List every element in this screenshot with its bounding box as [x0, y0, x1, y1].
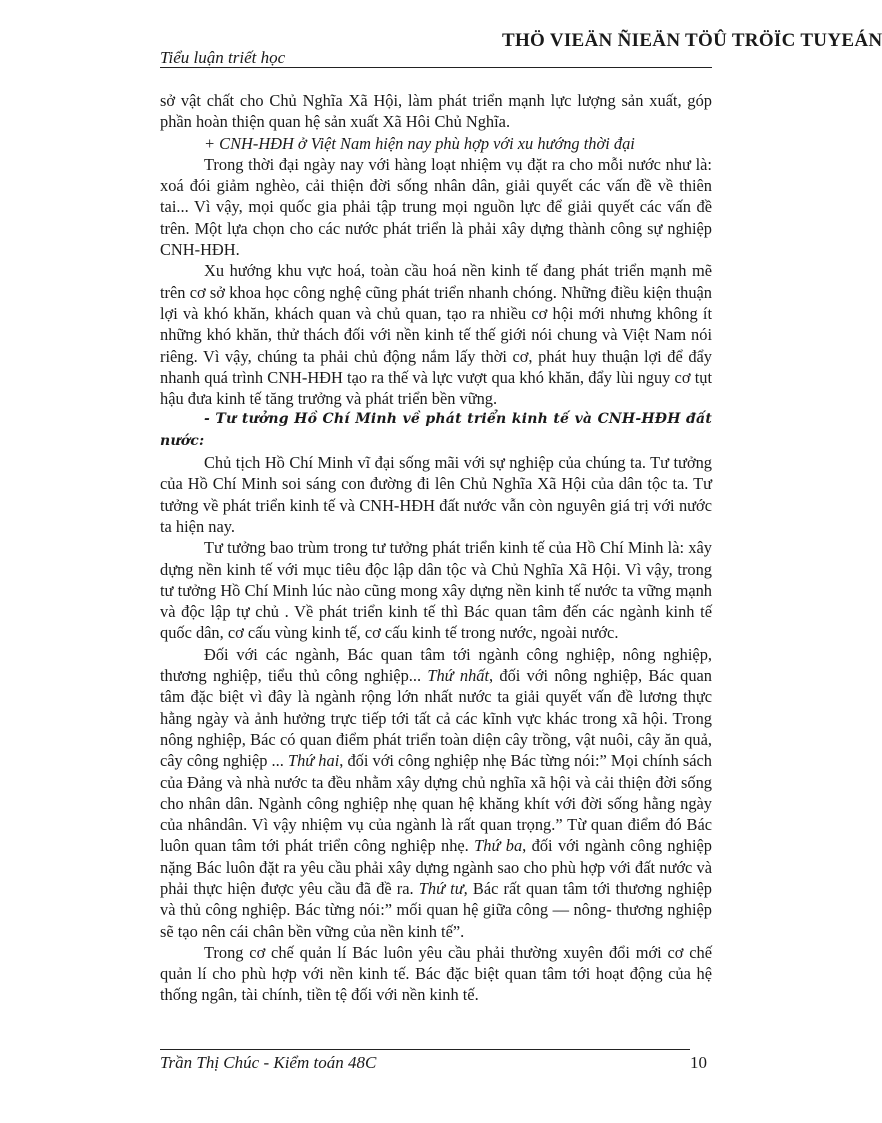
body-text — [160, 90, 712, 1006]
paragraph-3: Trong thời đại ngày nay với hàng loạt nhiệm vụ đặt ra cho mỗi nước như là: xoá đói giảm nghèo, cải thiện đời sống nhân dân, giải quyết các vấn đề về thiên tai... Vì vậy, mọi quốc gia phải tập trung mọi nguồn lực để giải quyết các vấn đề trên. Một lựa chọn cho các nước phát triển là phải xây dựng thành công sự nghiệp CNH-HĐH. — [160, 154, 712, 260]
emphasis-thu-nhat: Thứ nhất — [427, 666, 490, 686]
section-subheading: + CNH-HĐH ở Việt Nam hiện nay phù hợp với xu hướng thời đại — [204, 133, 635, 153]
paragraph-7: Tư tưởng bao trùm trong tư tưởng phát triển kinh tế của Hồ Chí Minh là: xây dựng nền kinh tế với mục tiêu độc lập dân tộc và Chủ Nghĩa Xã Hội. Vì vậy, trong tư tưởng Hồ Chí Minh lúc nào cũng mong xây dựng nền kinh tế nước ta vững mạnh và độc lập tự chủ . Về phát triển kinh tế thì Bác quan tâm đến các ngành kinh tế quốc dân, cơ cấu vùng kinh tế, cơ cấu kinh tế trong nước, ngoài nước. — [160, 538, 712, 643]
paragraph-8-text: Bác rất quan tâm tới thương nghiệp và thủ công nghiệp. Bác từng nói:” mối quan hệ giữa công — nông- thương nghiệp sẽ tạo nên cái chân bền vững của nền kinh tế”. — [160, 878, 712, 941]
emphasis-thu-ba: Thứ ba — [474, 836, 523, 856]
paragraph-8-text: , đối với nông nghiệp, Bác quan tâm đặc biệt vì đây là ngành rộng lớn nhất nước ta giải quyết vấn đề lương thực hằng ngày và ảnh hưởng trực tiếp tới tất cả các kĩnh vực khác trong xã hội. Trong nông nghiệp, Bác có quan điểm phát triển toàn diện cây trồng, vật nuôi, cây ăn quả, cây công nghiệp ... — [160, 666, 712, 771]
paragraph-4: Xu hướng khu vực hoá, toàn cầu hoá nền kinh tế đang phát triển mạnh mẽ trên cơ sở khoa học công nghệ cũng phát triển nhanh chóng. Những điều kiện thuận lợi và khó khăn, khách quan và chủ quan, tạo ra nhiều cơ hội mới nhưng không ít những khó khăn, thử thách đối với nền kinh tế thế giới nói chung và Việt Nam nói riêng. Vì vậy, chúng ta phải chủ động nắm lấy thời cơ, phát huy thuận lợi để đẩy nhanh quá trình CNH-HĐH tạo ra thế và lực vượt qua khó khăn, đẩy lùi nguy cơ tụt hậu đưa kinh tế tăng trưởng và phát triển bền vững. — [160, 261, 712, 409]
page-number: 10 — [690, 1053, 707, 1072]
paragraph-8 — [160, 644, 712, 942]
footer-rule — [160, 1049, 690, 1050]
paragraph-8-text: Đối với các ngành, Bác quan tâm tới ngành công nghiệp, nông nghiệp, thương nghiệp, tiểu thủ công nghiệp... — [160, 644, 712, 686]
section-heading: - Tư tưởng Hồ Chí Minh về phát triển kinh tế và CNH-HĐH đất nước: — [160, 411, 712, 449]
paragraph-6: Chủ tịch Hồ Chí Minh vĩ đại sống mãi với sự nghiệp của chúng ta. Tư tưởng của Hồ Chí Minh soi sáng con đường đi lên Chủ Nghĩa Xã Hội của dân tộc ta. Tư tưởng về phát triển kinh tế và CNH-HĐH đất nước vẫn còn nguyên giá trị với nước ta hiện nay. — [160, 453, 712, 536]
page-header-left: Tiểu luận triết học — [160, 48, 286, 67]
paragraph-1: sở vật chất cho Chủ Nghĩa Xã Hội, làm phát triển mạnh lực lượng sản xuất, góp phần hoàn thiện quan hệ sản xuất Xã Hôi Chủ Nghĩa. — [160, 91, 712, 132]
paragraph-8-text: , đối với công nghiệp nhẹ Bác từng nói:” Mọi chính sách của Đảng và nhà nước ta đều nhằm xây dựng chủ nghĩa xã hội và cải thiện đời sống cho nhân dân. Ngành công nghiệp nhẹ quan hệ khăng khít với đời sống hằng ngày của nhândân. Vì vậy nhiệm vụ của ngành là rất quan trọng.” Từ quan điểm đó Bác luôn quan tâm tới phát triển công nghiệp nhẹ. — [160, 751, 712, 856]
emphasis-thu-tu: Thứ tư, — [418, 878, 468, 898]
paragraph-8-text: , đối với ngành công nghiệp nặng Bác luôn đặt ra yêu cầu phải xây dựng ngành sao cho phù hợp với đất nước và phải thực hiện được yêu cầu đã đề ra. — [160, 836, 712, 898]
paragraph-9: Trong cơ chế quản lí Bác luôn yêu cầu phải thường xuyên đổi mới cơ chế quản lí cho phù hợp với nền kinh tế. Bác đặc biệt quan tâm tới hoạt động của hệ thống ngân, tài chính, tiền tệ đối với nền kinh tế. — [160, 942, 712, 1005]
emphasis-thu-hai: Thứ hai — [287, 751, 340, 771]
header-rule — [160, 67, 712, 68]
footer-author: Trần Thị Chúc - Kiểm toán 48C — [160, 1053, 377, 1072]
page-header-right: THÖ VIEÄN ÑIEÄN TÖÛ TRÖÏC TUYEÁN — [502, 30, 882, 51]
